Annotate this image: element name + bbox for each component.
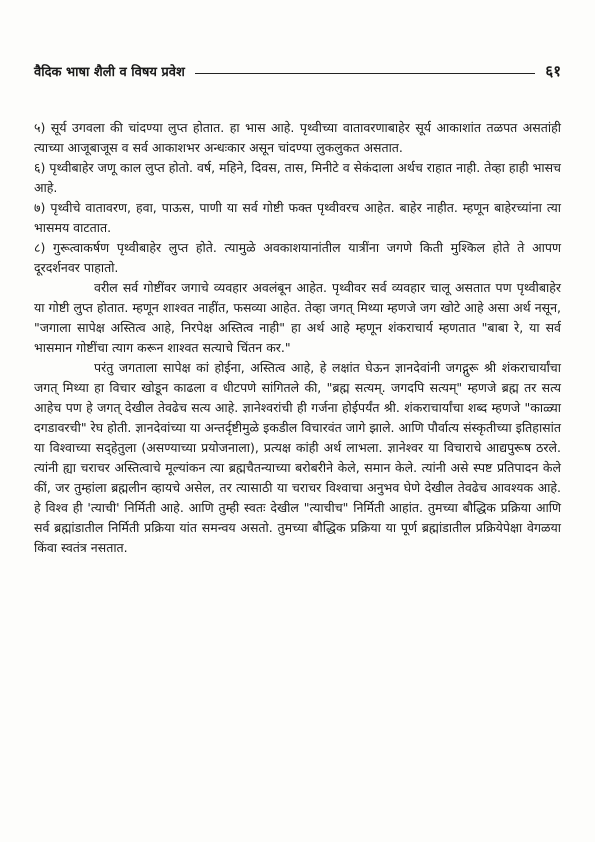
paragraph: वरील सर्व गोष्टींवर जगाचे व्यवहार अवलंबून आहेत. पृथ्वीवर सर्व व्यवहार चालू असतात पण पृथ्वीबाहेर या गोष्टी लुप्त होतात. म्हणून शाश्वत नाहींत, फसव्या आहेत. तेव्हा जगत् मिथ्या म्हणजे जग खोटे आहे असा अर्थ नसून, "जगाला सापेक्ष अस्तित्व आहे, निरपेक्ष अस्तित्व नाही" हा अर्थ आहे म्हणून शंकराचार्य म्हणतात "बाबा रे, या सर्व भासमान गोष्टींचा त्याग करून शाश्वत सत्याचे चिंतन कर." [34,280,561,355]
body-text [34,118,561,558]
running-header [34,60,561,82]
header-rule [195,73,536,74]
header-title: वैदिक भाषा शैली व विषय प्रवेश [34,65,185,80]
paragraph: ७) पृथ्वीचे वातावरण, हवा, पाऊस, पाणी या सर्व गोष्टी फक्त पृथ्वीवरच आहेत. बाहेर नाहीत. म्हणून बाहेरच्यांना त्या भासमय वाटतात. [34,200,561,235]
paragraph: ६) पृथ्वीबाहेर जणू काल लुप्त होतो. वर्ष, महिने, दिवस, तास, मिनीटे व सेकंदाला अर्थच राहात नाही. तेव्हा हाही भासच आहे. [34,160,561,195]
page-number: ६१ [545,62,561,80]
paragraph: परंतु जगताला सापेक्ष कां होईना, अस्तित्व आहे, हे लक्षांत घेऊन ज्ञानदेवांनी जगद्गुरू श्री शंकराचार्यांचा जगत् मिथ्या हा विचार खोडून काढला व धीटपणे सांगितले की, "ब्रह्म सत्यम्. जगदपि सत्यम्" म्हणजे ब्रह्म तर सत्य आहेच पण हे जगत् देखील तेवढेच सत्य आहे. ज्ञानेश्वरांची ही गर्जना होईपर्यंत श्री. शंकराचार्यांचा शब्द म्हणजे "काळ्या दगडावरची" रेघ होती. ज्ञानदेवांच्या या अन्तर्दृष्टीमुळे इकडील विचारवंत जागे झाले. आणि पौर्वात्य संस्कृतीच्या इतिहासांत या विश्वाच्या सद्हेतुला (असण्याच्या प्रयोजनाला), प्रत्यक्ष कांही अर्थ लाभला. ज्ञानेश्वर या विचाराचे आद्यपुरूष ठरले. त्यांनी ह्या चराचर अस्तित्वाचे मूल्यांकन त्या ब्रह्मचैतन्याच्या बरोबरीने केले, समान केले. त्यांनी असे स्पष्ट प्रतिपादन केले कीं, जर तुम्हांला ब्रह्मलीन व्हायचे असेल, तर त्यासाठी या चराचर विश्वाचा अनुभव घेणे देखील तेवढेच आवश्यक आहे. हे विश्व ही 'त्याची' निर्मिती आहे. आणि तुम्ही स्वतः देखील "त्याचीच" निर्मिती आहांत. तुमच्या बौद्धिक प्रक्रिया आणि सर्व ब्रह्मांडातील निर्मिती प्रक्रिया यांत समन्वय असतो. तुमच्या बौद्धिक प्रक्रिया या पूर्ण ब्रह्मांडातील प्रक्रियेपेक्षा वेगळया किंवा स्वतंत्र नसतात. [34,360,561,555]
paragraph: ८) गुरूत्वाकर्षण पृथ्वीबाहेर लुप्त होते. त्यामुळे अवकाशयानांतील यात्रींना जगणे किती मुश्किल होते ते आपण दूरदर्शनवर पाहातो. [34,240,561,275]
paragraph: ५) सूर्य उगवला की चांदण्या लुप्त होतात. हा भास आहे. पृथ्वीच्या वातावरणाबाहेर सूर्य आकाशांत तळपत असतांही त्याच्या आजूबाजूस व सर्व आकाशभर अन्धःकार असून चांदण्या लुकलुकत असतात. [34,120,561,155]
